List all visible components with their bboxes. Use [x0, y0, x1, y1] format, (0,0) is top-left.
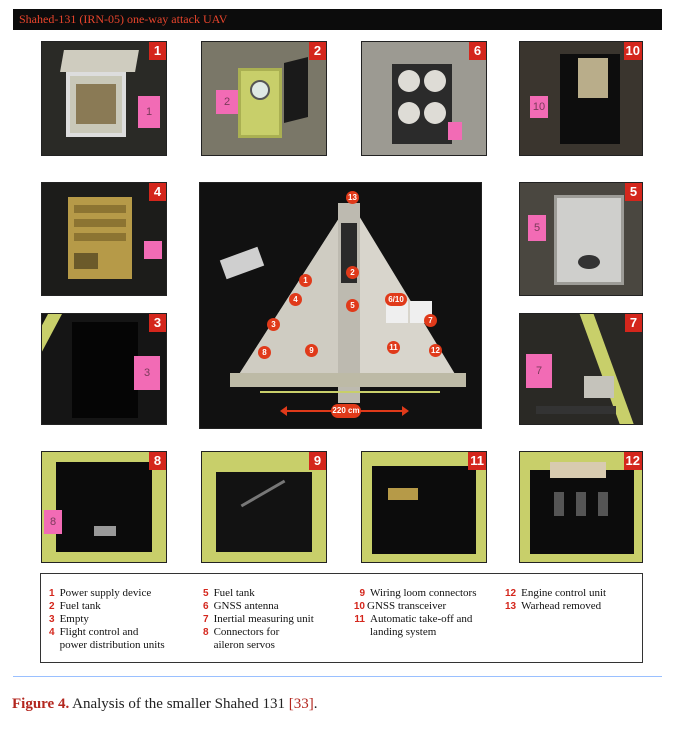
main-drone-photo: [199, 182, 482, 429]
legend-column-1: [49, 587, 199, 652]
photo-6: [361, 41, 487, 156]
figure-header-title: Shahed-131 (IRN-05) one-way attack UAV: [19, 12, 228, 26]
legend-item: 12 Engine control unit: [505, 587, 607, 599]
photo-number-5: 5: [625, 183, 642, 201]
legend-item: 5 Fuel tank: [203, 587, 255, 599]
dimension-arrow-left-head: [280, 406, 287, 416]
caption-text: Analysis of the smaller Shahed 131: [69, 696, 289, 712]
main-marker-12: 12: [429, 344, 442, 357]
photo-number-1: 1: [149, 42, 166, 60]
figure-header-bar: [13, 9, 662, 30]
photo-number-3: 3: [149, 314, 166, 332]
photo-2: 2 2: [201, 41, 327, 156]
main-marker-1: 1: [299, 274, 312, 287]
main-marker-3: 3: [267, 318, 280, 331]
photo-11: [361, 451, 487, 563]
photo-5: 5 5: [519, 182, 643, 296]
legend-item: 8 Connectors for aileron servos: [203, 626, 280, 651]
main-marker-11: 11: [387, 341, 400, 354]
photo-number-10: 10: [625, 43, 640, 58]
main-dimension-label: 220 cm: [331, 404, 361, 418]
photo-number-7: 7: [625, 314, 642, 332]
legend-item: 4 Flight control and power distribution units: [49, 626, 165, 651]
photo-3: 3 3: [41, 313, 167, 425]
caption-end: .: [313, 696, 318, 712]
photo-number-9: 9: [309, 452, 326, 470]
photo-number-11: 11: [470, 453, 484, 468]
legend-item: 2 Fuel tank: [49, 600, 101, 612]
dimension-arrow-right-head: [402, 406, 409, 416]
photo-number-12: 12: [625, 453, 640, 468]
main-marker-6-10: 6/10: [385, 293, 407, 306]
photo-8: 8 8: [41, 451, 167, 563]
legend-item: 1 Power supply device: [49, 587, 152, 599]
legend-item: 3 Empty: [49, 613, 89, 625]
main-marker-8: 8: [258, 346, 271, 359]
main-marker-2: 2: [346, 266, 359, 279]
figure-caption: [12, 696, 318, 713]
caption-divider: [13, 676, 662, 677]
caption-reference-link[interactable]: [33]: [288, 696, 314, 712]
photo-9: [201, 451, 327, 563]
main-marker-5: 5: [346, 299, 359, 312]
legend-column-3: [353, 587, 513, 639]
photo-10: 10 10: [519, 41, 643, 156]
legend-column-4: [505, 587, 640, 613]
photo-12: [519, 451, 643, 563]
legend-item: 13 Warhead removed: [505, 600, 602, 612]
legend-item: 6 GNSS antenna: [203, 600, 279, 612]
legend-column-2: [203, 587, 353, 652]
photo-number-4: 4: [149, 183, 166, 201]
photo-7: 7 7: [519, 313, 643, 425]
photo-number-8: 8: [149, 452, 166, 470]
photo-1: 1 1: [41, 41, 167, 156]
drone-airframe-drawing: [200, 183, 482, 429]
main-marker-9: 9: [305, 344, 318, 357]
photo-number-6: 6: [469, 42, 486, 60]
photo-4: [41, 182, 167, 296]
legend-item: 10 GNSS transceiver: [353, 600, 447, 612]
main-marker-4: 4: [289, 293, 302, 306]
main-marker-7: 7: [424, 314, 437, 327]
caption-figure-label: Figure 4.: [12, 696, 70, 712]
main-marker-13: 13: [346, 191, 359, 204]
legend-item: 9 Wiring loom connectors: [359, 587, 477, 599]
photo-number-2: 2: [309, 42, 326, 60]
legend-item: 7 Inertial measuring unit: [203, 613, 314, 625]
legend-box: [40, 573, 643, 663]
legend-item: 11 Automatic take-off and landing system: [354, 613, 473, 638]
